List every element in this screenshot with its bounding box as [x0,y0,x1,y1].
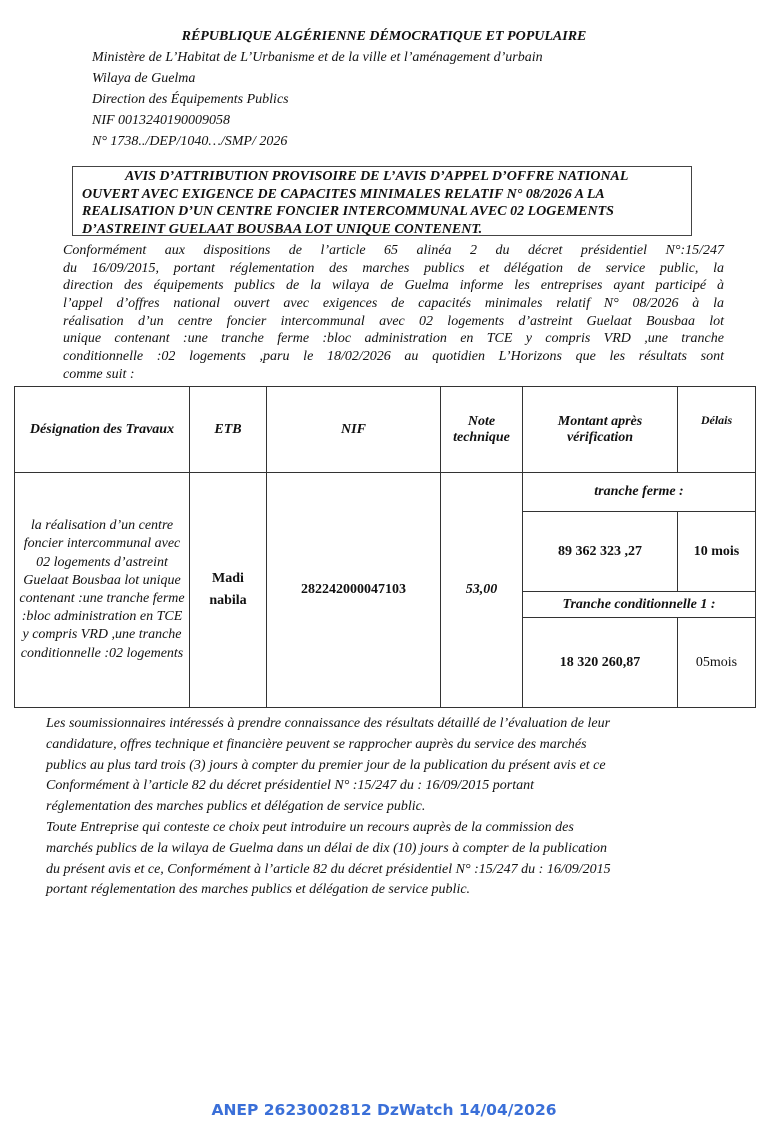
intro-line: du 16/09/2015, portant réglementation des marches publics et délégation de service public, la [63,260,724,276]
paragraph-line: Les soumissionnaires intéressés à prendre connaissance des résultats détaillé de l’évaluation de leur [46,716,611,731]
intro-line: Conformément aux dispositions de l’article 65 alinéa 2 du décret présidentiel N°:15/247 [63,243,724,258]
paragraph-line: marchés publics de la wilaya de Guelma dans un délai de dix (10) jours à compter de la publication [46,840,607,856]
intro-line: comme suit : [63,366,135,382]
intro-paragraph [63,242,724,384]
intro-line: réalisation d’un centre foncier intercommunal avec 02 logements d’astreint Guelaat Bousbaa lot [63,313,724,329]
notice-title-line: OUVERT AVEC EXIGENCE DE CAPACITES MINIMALES RELATIF N° 08/2026 A LA [82,186,605,202]
company-cell [190,473,267,708]
country-heading: RÉPUBLIQUE ALGÉRIENNE DÉMOCRATIQUE ET POPULAIRE [181,29,587,44]
notice-title-line: D’ASTREINT GUELAAT BOUSBAA LOT UNIQUE CONTENENT. [82,221,483,237]
wilaya-line: Wilaya de Guelma [92,71,196,86]
notice-title-line: AVIS D’ATTRIBUTION PROVISOIRE DE L’AVIS D’APPEL D’OFFRE NATIONAL [125,169,629,184]
company-name-line: nabila [209,593,247,608]
paragraph-line: portant réglementation des marches publics et délégation de service public. [46,882,471,898]
notice-title-line: REALISATION D’UN CENTRE FONCIER INTERCOMMUNAL AVEC 02 LOGEMENTS [82,204,614,219]
nif-cell: 282242000047103 [267,473,441,708]
publication-footer: ANEP 2623002812 DzWatch 14/04/2026 [211,1101,557,1119]
paragraph-line: du présent avis et ce, Conformément à l’article 82 du décret présidentiel N° :15/247 du : 16/09/2015 [46,861,611,877]
header-etb: ETB [190,387,267,473]
designation-cell: la réalisation d’un centre foncier intercommunal avec 02 logements d’astreint Guelaat Bousbaa lot unique contenant :une tranche ferme :bloc administration en TCE y compris VRD ,une tranche conditionnelle :02 logements [15,473,190,708]
technical-score-cell: 53,00 [441,473,523,708]
intro-line: unique contenant :une tranche ferme :bloc administration en TCE y compris VRD ,une tranche [63,331,724,347]
table-row [15,473,756,512]
tranche-ferme-delai: 10 mois [678,512,756,592]
direction-line: Direction des Équipements Publics [92,92,289,107]
header-designation: Désignation des Travaux [15,387,190,473]
notice-title-box [72,166,692,236]
paragraph-line: Toute Entreprise qui conteste ce choix peut introduire un recours auprès de la commission des [46,819,574,835]
tranche-ferme-label: tranche ferme : [523,473,756,512]
intro-line: l’appel d’offres national ouvert avec exigences de capacités minimales relatif N° 08/2026 à la [63,296,724,312]
paragraph-line: réglementation des marches publics et délégation de service public. [46,799,426,815]
reference-line: N° 1738../DEP/1040…/SMP/ 2026 [92,134,288,149]
paragraph-line: Conformément à l’article 82 du décret présidentiel N° :15/247 du : 16/09/2015 portant [46,778,535,794]
header-nif: NIF [267,387,441,473]
table-header-row [15,387,756,473]
intro-line: conditionnelle :02 logements ,paru le 18/02/2026 au quotidien L’Horizons que les résultats sont [63,349,724,365]
header-note: Note technique [441,387,523,473]
tranche-conditionnelle-label: Tranche conditionnelle 1 : [523,592,756,618]
paragraph-line: publics au plus tard trois (3) jours à compter du premier jour de la publication du présent avis et ce [46,757,606,773]
results-table [14,386,756,708]
header-delais: Délais [678,387,756,473]
header-montant: Montant après vérification [523,387,678,473]
tranche-ferme-amount: 89 362 323 ,27 [523,512,678,592]
company-name-line: Madi [212,571,244,586]
ministry-line: Ministère de L’Habitat de L’Urbanisme et de la ville et l’aménagement d’urbain [92,50,543,65]
nif-line: NIF 0013240190009058 [92,113,231,128]
intro-line: direction des équipements publics de la wilaya de Guelma informe les entreprises ayant participé à [63,278,724,294]
consultation-paragraph [46,714,716,901]
tranche-conditionnelle-amount: 18 320 260,87 [523,618,678,708]
tranche-conditionnelle-delai: 05mois [678,618,756,708]
paragraph-line: candidature, offres technique et financière peuvent se rapprocher auprès du service des marchés [46,736,587,752]
